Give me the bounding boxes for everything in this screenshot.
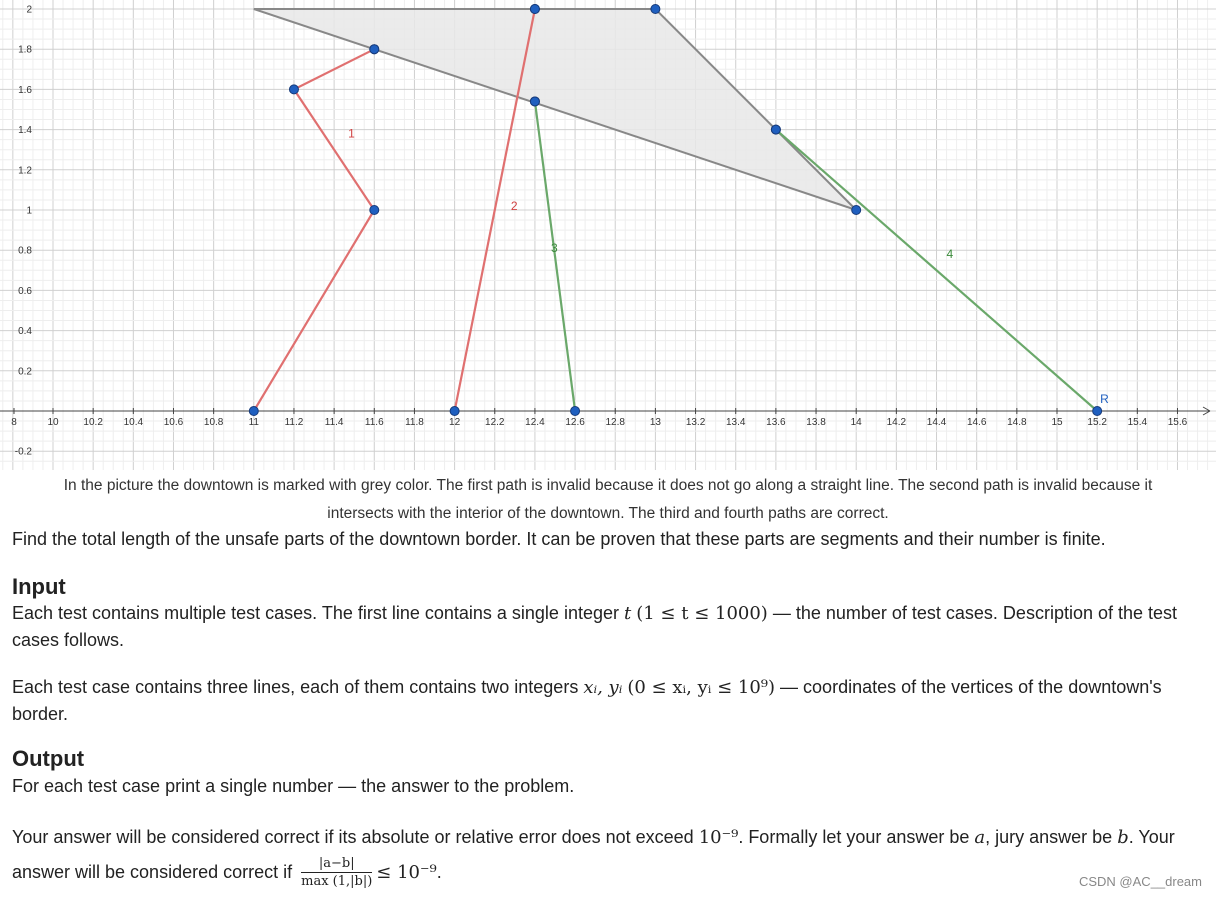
input-p2-text-a: Each test case contains three lines, each of them contains two integers — [12, 677, 584, 697]
x-tick-label: 11.2 — [284, 417, 304, 428]
input-p2-math-xy: xᵢ, yᵢ — [583, 677, 623, 698]
x-tick-label: 13.8 — [806, 417, 826, 428]
x-tick-label: 15.2 — [1087, 417, 1107, 428]
output-p2-end: . — [436, 862, 442, 882]
output-p2-text-d: . Your answer will be considered correct if — [12, 827, 1175, 882]
x-tick-label: 15.4 — [1127, 417, 1148, 428]
vertex-point — [530, 97, 539, 106]
figure-caption-line-1: In the picture the downtown is marked with grey color. The first path is invalid because it does not go along a straight line. The second path is invalid because it — [63, 477, 1153, 494]
figure-caption-line-2: intersects with the interior of the downtown. The third and fourth paths are correct. — [327, 505, 889, 522]
y-tick-label: 0.8 — [18, 245, 32, 257]
output-p2-var-a: a — [974, 827, 986, 848]
x-tick-label: 11.4 — [324, 417, 344, 428]
vertex-point — [852, 206, 861, 215]
error-fraction — [301, 856, 372, 891]
input-paragraph-1 — [12, 600, 1202, 653]
x-tick-label: 12.6 — [565, 417, 585, 428]
x-tick-label: 11 — [248, 417, 259, 428]
input-p1-text-b: — the number of test cases. Description of the test cases follows. — [12, 603, 1178, 650]
y-tick-label: 1.6 — [18, 84, 32, 96]
y-tick-label: -0.2 — [14, 446, 32, 458]
x-tick-label: 12.8 — [605, 417, 625, 428]
y-tick-label: 2 — [26, 4, 32, 16]
vertex-point — [1093, 407, 1102, 416]
x-tick-label: 14.8 — [1007, 417, 1027, 428]
vertex-point — [530, 5, 539, 14]
x-tick-label: 12.2 — [485, 417, 505, 428]
vertex-point — [249, 407, 258, 416]
input-p1-math-t: t — [623, 603, 632, 624]
output-p2-text-a: Your answer will be considered correct if its absolute or relative error does not exceed — [12, 827, 699, 847]
fraction-numerator: |a−b| — [301, 856, 372, 873]
x-tick-label: 14.2 — [886, 417, 907, 428]
x-tick-label: 10 — [47, 417, 59, 428]
y-tick-label: 0.6 — [18, 285, 32, 297]
x-tick-label: 10.2 — [83, 417, 103, 428]
x-tick-label: 15 — [1051, 417, 1063, 428]
output-p2-var-b: b — [1117, 827, 1129, 848]
statement-text: Find the total length of the unsafe parts of the downtown border. It can be proven that these parts are segments and their number is finite. — [12, 529, 1106, 549]
y-tick-label: 0.2 — [18, 366, 32, 378]
x-tick-label: 13.6 — [766, 417, 786, 428]
input-p2-text-b: — coordinates of the vertices of the downtown's border. — [12, 677, 1162, 724]
output-p2-eps: 10⁻⁹ — [698, 827, 739, 848]
y-tick-label: 0.4 — [18, 326, 32, 338]
vertex-point — [651, 5, 660, 14]
watermark: CSDN @AC__dream — [1078, 874, 1202, 889]
output-p2-condition: ≤ 10⁻⁹ — [376, 862, 437, 883]
y-tick-label: 1.2 — [18, 165, 32, 177]
x-tick-label: 14.4 — [926, 417, 947, 428]
x-tick-label: 11.6 — [364, 417, 384, 428]
vertex-point — [289, 85, 298, 94]
x-tick-label: 13.4 — [725, 417, 746, 428]
x-tick-label: 12.4 — [525, 417, 545, 428]
fraction-denominator: max (1,|b|) — [301, 873, 373, 889]
x-tick-label: 10.8 — [203, 417, 224, 428]
y-tick-label: 1.4 — [18, 125, 32, 137]
path-2-label: 2 — [510, 199, 518, 213]
x-tick-label: 12 — [449, 417, 461, 428]
input-heading: Input — [12, 574, 66, 599]
x-tick-label: 10.6 — [163, 417, 184, 428]
point-r-label: R — [1100, 392, 1109, 406]
y-tick-label: 1.8 — [18, 44, 32, 56]
input-p2-bounds: (0 ≤ xᵢ, yᵢ ≤ 10⁹) — [627, 677, 776, 698]
path-3-label: 3 — [550, 241, 558, 256]
vertex-point — [450, 407, 459, 416]
output-p2-text-b: . Formally let your answer be — [738, 827, 975, 847]
x-tick-label: 13.2 — [685, 417, 706, 428]
input-p1-bounds: (1 ≤ t ≤ 1000) — [636, 603, 768, 624]
path-4-label: 4 — [946, 247, 954, 262]
path-1-label: 1 — [348, 126, 355, 141]
x-tick-label: 10.4 — [123, 417, 144, 428]
y-tick-label: 1 — [26, 205, 32, 217]
x-tick-label: 8 — [11, 417, 17, 428]
vertex-point — [771, 125, 780, 134]
input-p1-text-a: Each test contains multiple test cases. The first line contains a single integer — [12, 603, 624, 623]
vertex-point — [370, 45, 379, 54]
x-tick-label: 15.6 — [1167, 417, 1188, 428]
x-tick-label: 11.8 — [405, 417, 424, 428]
x-tick-label: 14.6 — [966, 417, 987, 428]
input-paragraph-2 — [12, 674, 1202, 727]
output-paragraph-2 — [12, 820, 1202, 891]
x-tick-label: 14 — [850, 417, 862, 428]
output-p2-text-c: , jury answer be — [985, 827, 1113, 847]
output-paragraph-1: For each test case print a single number — the answer to the problem. — [12, 776, 575, 796]
x-tick-label: 13 — [649, 417, 661, 428]
vertex-point — [370, 206, 379, 215]
output-heading: Output — [12, 746, 85, 771]
vertex-point — [571, 407, 580, 416]
